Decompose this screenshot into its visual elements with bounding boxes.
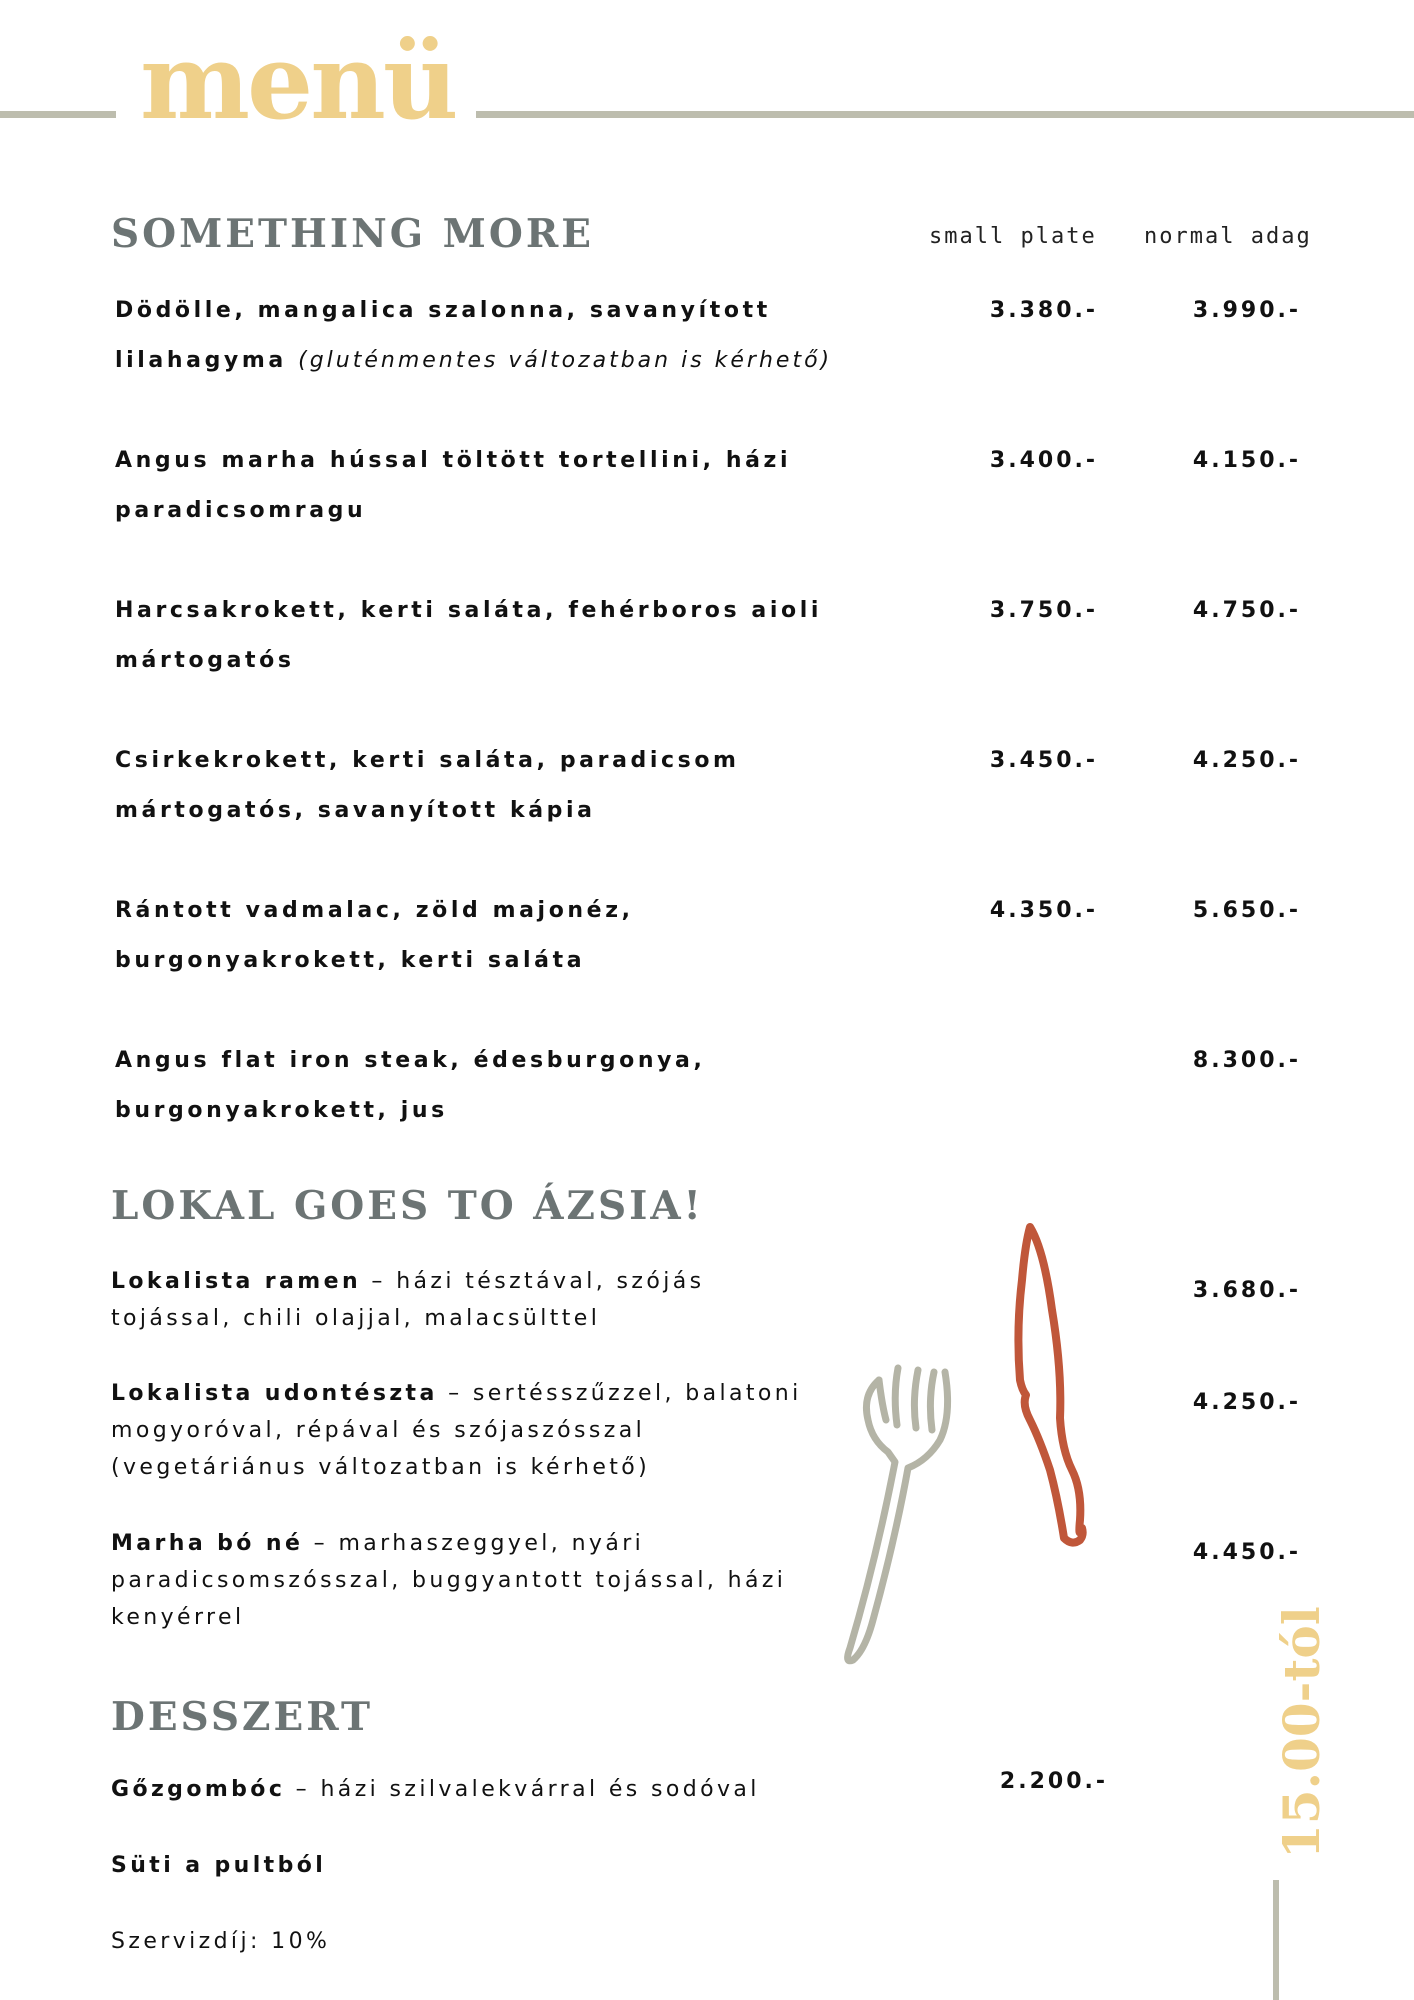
price-normal: 4.250.- [1192,748,1301,773]
menu-item-name: Csirkekrokett, kerti saláta, paradicsom mártogatós, savanyított kápia [115,748,740,823]
menu-item-name: Süti a pultból [111,1853,327,1878]
price-normal: 4.450.- [1192,1540,1301,1565]
price-small: 3.380.- [989,298,1098,323]
price-small: 3.400.- [989,448,1098,473]
column-header-normal-adag: normal adag [1144,224,1312,249]
menu-item-name: Angus marha hússal töltött tortellini, házi paradicsomragu [115,448,792,523]
service-charge: Szervizdíj: 10% [111,1929,331,1954]
menu-item-name: Rántott vadmalac, zöld majonéz, burgonyakrokett, kerti saláta [115,898,634,973]
column-header-small-plate: small plate [929,224,1097,249]
opening-time-label: 15.00-tól [1272,1606,1331,1859]
price-normal: 4.750.- [1192,598,1301,623]
price-normal: 3.680.- [1192,1278,1301,1303]
menu-item-name: Lokalista udontészta [111,1381,438,1406]
vertical-rule [1273,1880,1279,2000]
price-small: 4.350.- [989,898,1098,923]
menu-item-name: Dödölle, mangalica szalonna, savanyított lilahagyma [115,298,771,373]
price-small: 3.450.- [989,748,1098,773]
menu-item-name: Lokalista ramen [111,1269,362,1294]
fork-icon [848,1368,948,1661]
menu-item-desc: – házi szilvalekvárral és sodóval [285,1777,760,1802]
price-normal: 3.990.- [1192,298,1301,323]
menu-item-name: Harcsakrokett, kerti saláta, fehérboros aioli mártogatós [115,598,823,673]
menu-item-note: (gluténmentes változatban is kérhető) [298,348,833,373]
knife-icon [1018,1227,1082,1543]
menu-item-desc: – marhaszeggyel, nyári paradicsomszósszal, buggyantott tojással, házi kenyérrel [111,1531,787,1630]
menu-logo: menü [140,20,456,143]
price-normal: 5.650.- [1192,898,1301,923]
menu-item-name: Angus flat iron steak, édesburgonya, burgonyakrokett, jus [115,1048,706,1123]
section-title-desszert: DESSZERT [111,1694,373,1740]
section-title-lokal-goes-to-azsia: LOKAL GOES TO ÁZSIA! [111,1183,704,1229]
price-normal: 4.250.- [1192,1390,1301,1415]
menu-item [111,1853,326,1878]
menu-item-name: Marha bó né [111,1531,304,1556]
section-title-something-more: SOMETHING MORE [111,211,594,257]
price-normal: 4.150.- [1192,448,1301,473]
menu-item-desc: – sertésszűzzel, balatoni mogyoróval, répával és szójaszósszal (vegetáriánus változatban is kérhető) [111,1381,802,1480]
price-small: 2.200.- [999,1769,1108,1794]
price-normal: 8.300.- [1192,1048,1301,1073]
menu-item [111,1777,760,1802]
menu-item-name: Gőzgombóc [111,1777,286,1802]
price-small: 3.750.- [989,598,1098,623]
menu-item-desc: – házi tésztával, szójás tojással, chili olajjal, malacsülttel [111,1269,705,1331]
